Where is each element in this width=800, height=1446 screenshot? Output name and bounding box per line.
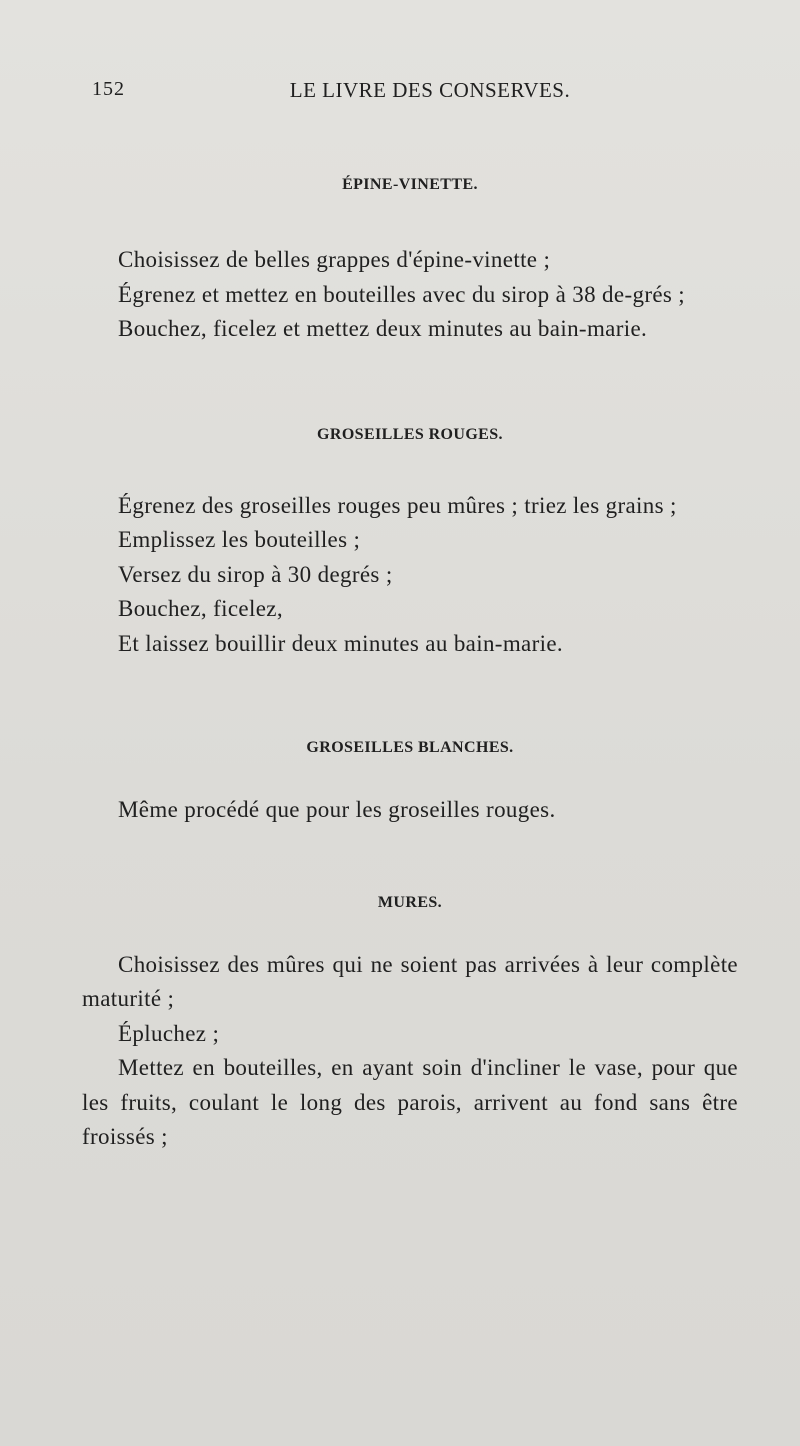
section-heading-epine-vinette: ÉPINE-VINETTE. (342, 176, 478, 193)
page-number: 152 (92, 78, 125, 100)
section-heading-groseilles-blanches: GROSEILLES BLANCHES. (306, 739, 514, 756)
section-body-epine-vinette (82, 243, 738, 347)
page-content (82, 148, 738, 1155)
paragraph: Mettez en bouteilles, en ayant soin d'incliner le vase, pour que les fruits, coulant le long des parois, arrivent au fond sans être froissés ; (82, 1055, 738, 1149)
paragraph: Même procédé que pour les groseilles rouges. (118, 797, 556, 822)
paragraph: Bouchez, ficelez, (118, 596, 283, 621)
page-header (92, 78, 740, 112)
paragraph: Égrenez et mettez en bouteilles avec du sirop à 38 de-grés ; (118, 281, 686, 307)
paragraph: Bouchez, ficelez et mettez deux minutes au bain-marie. (118, 316, 648, 341)
section-body-groseilles-blanches (82, 793, 738, 828)
section-heading-groseilles-rouges: GROSEILLES ROUGES. (317, 425, 503, 443)
paragraph: Choisissez des mûres qui ne soient pas arrivées à leur complète maturité ; (82, 951, 738, 1011)
section-body-mures (82, 948, 738, 1155)
running-title: LE LIVRE DES CONSERVES. (289, 78, 571, 102)
paragraph: Emplissez les bouteilles ; (118, 527, 361, 552)
paragraph: Épluchez ; (118, 1020, 220, 1046)
section-heading-mures: MURES. (377, 893, 443, 911)
section-body-groseilles-rouges (82, 489, 738, 662)
paragraph: Choisissez de belles grappes d'épine-vinette ; (118, 247, 551, 272)
paragraph: Et laissez bouillir deux minutes au bain-marie. (118, 630, 564, 656)
paragraph: Égrenez des groseilles rouges peu mûres ; triez les grains ; (118, 492, 677, 518)
paragraph: Versez du sirop à 30 degrés ; (118, 561, 393, 587)
